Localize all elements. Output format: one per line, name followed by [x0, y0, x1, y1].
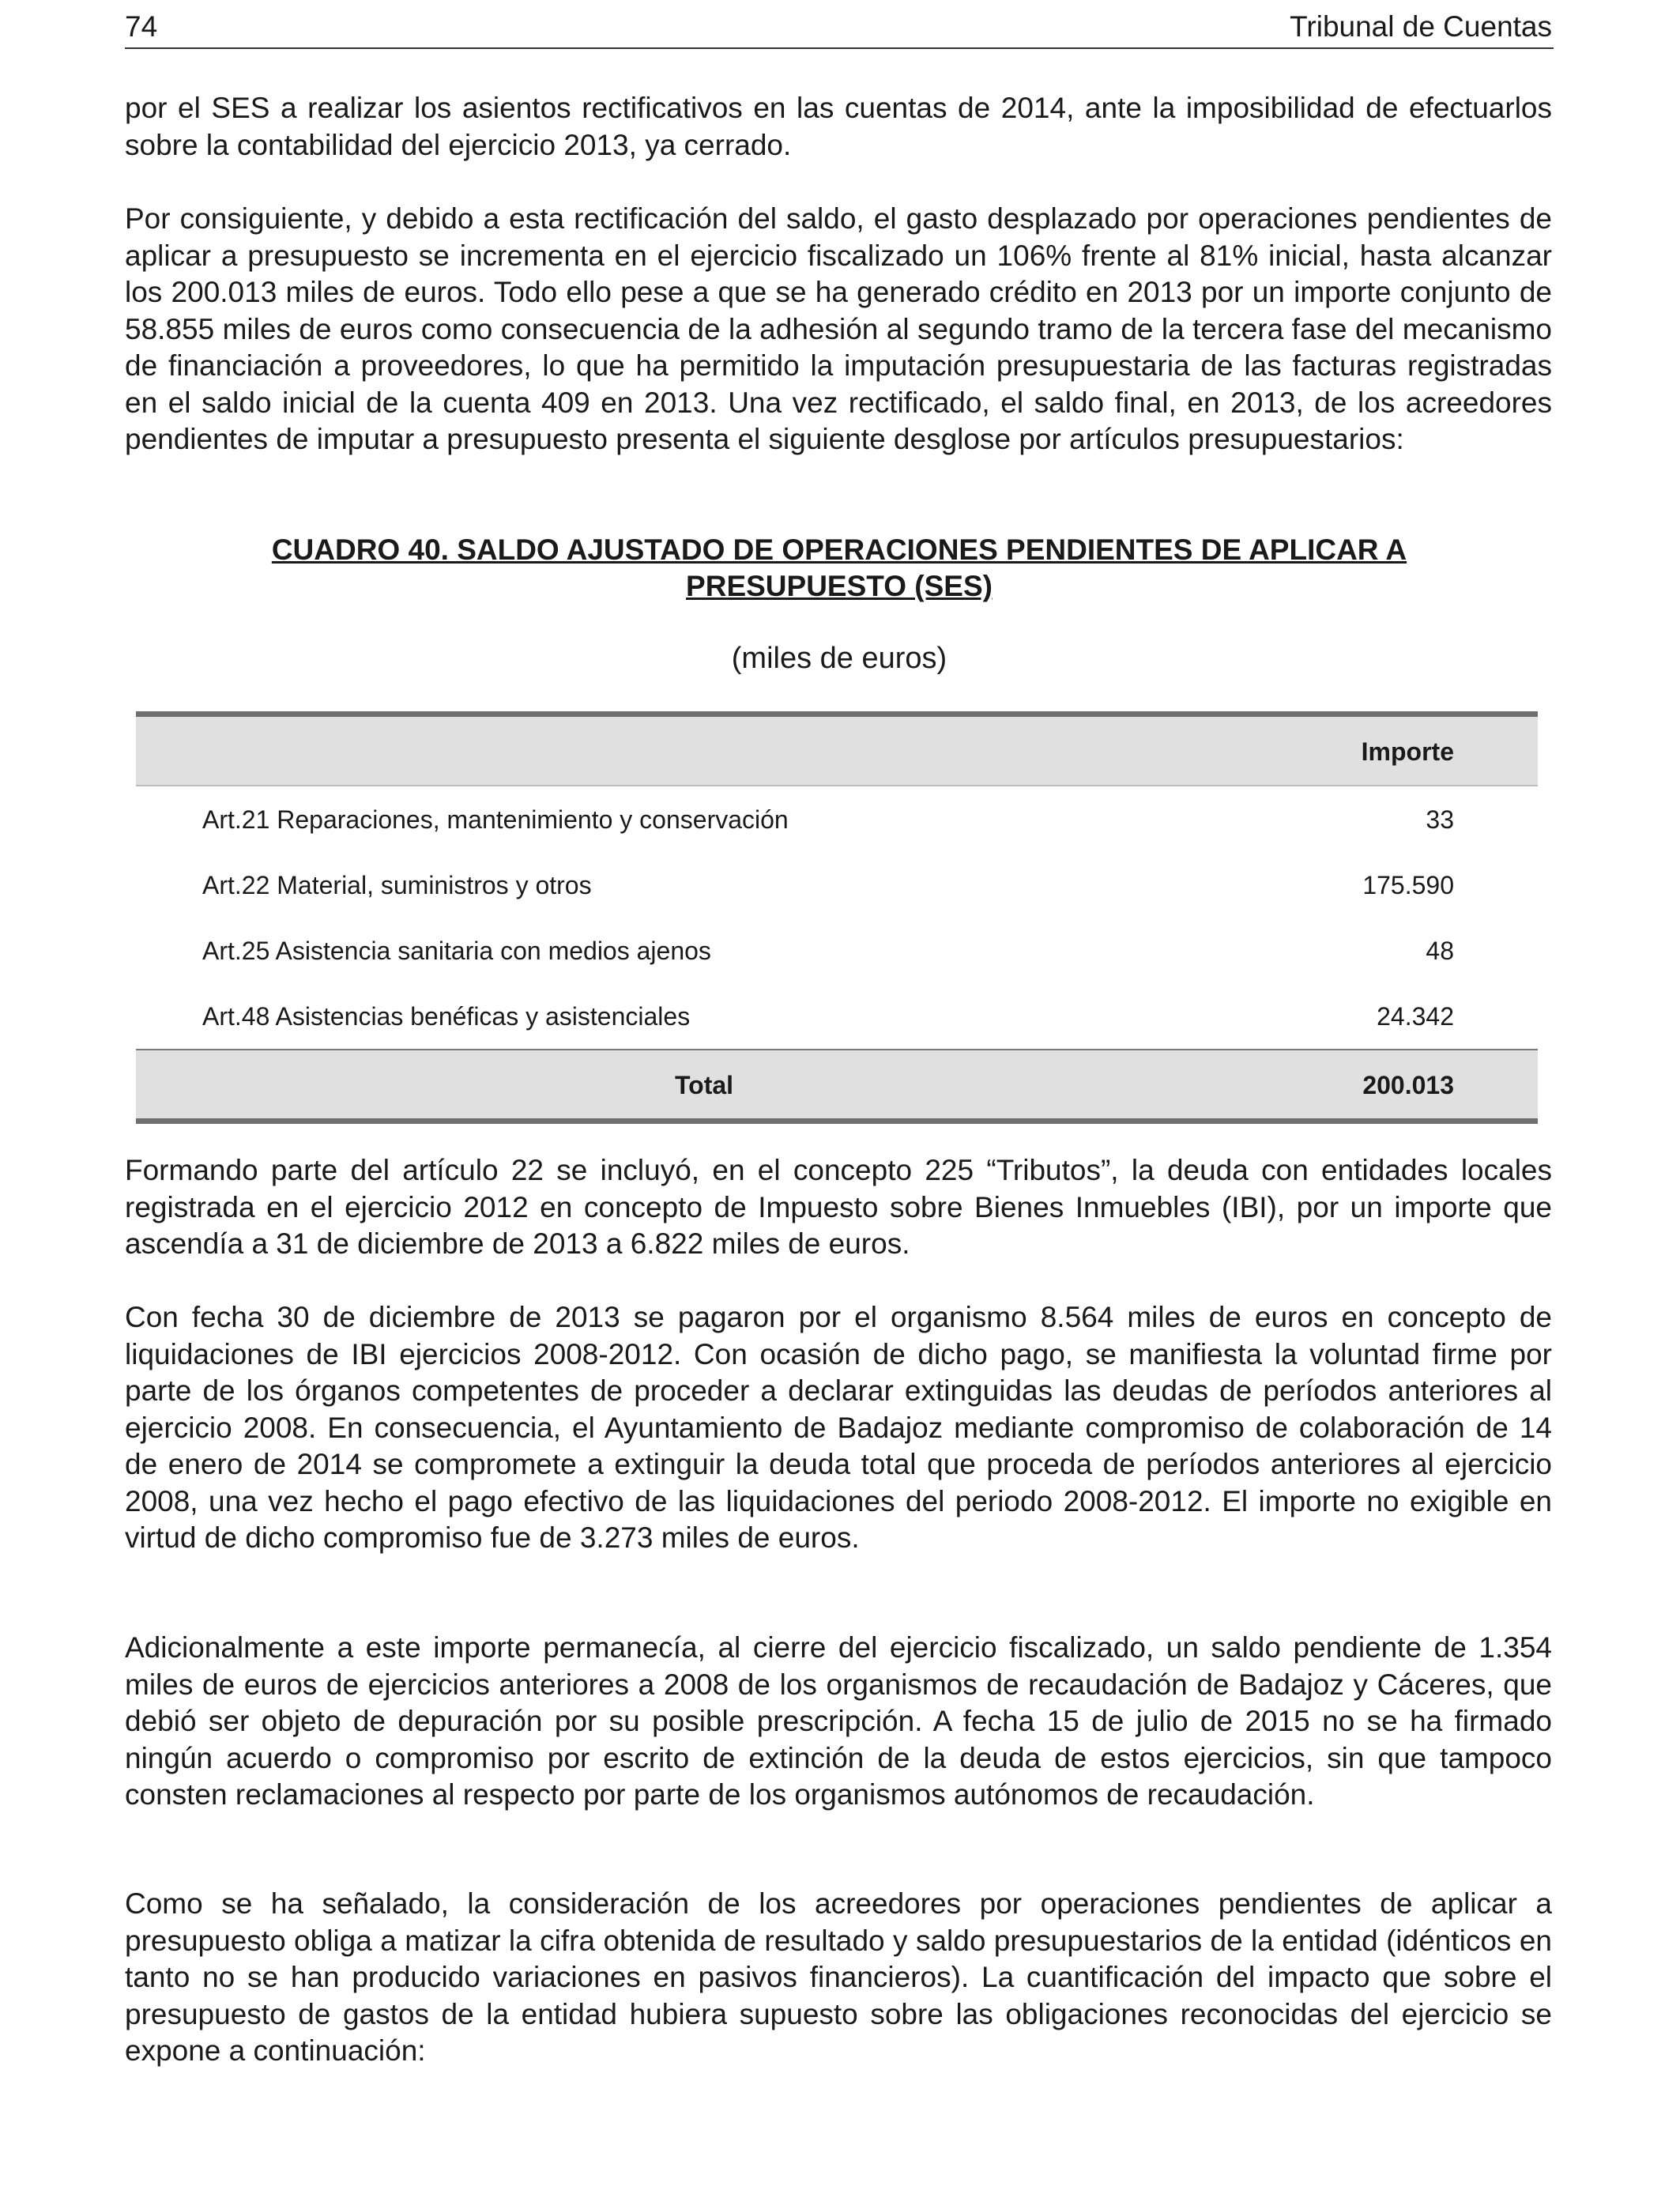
row-value: 48: [1426, 937, 1454, 965]
paragraph-5: Adicionalmente a este importe permanecía, al cierre del ejercicio fiscalizado, un saldo pendiente de 1.354 miles de euros de ejercicios anteriores a 2008 de los organismos de recaudación de Badajoz y Cáceres, que debió ser objeto de depuración por su posible prescripción. A fecha 15 de julio de 2015 no se ha firmado ningún acuerdo o compromiso por escrito de extinción de la deuda de estos ejercicios, sin que tampoco consten reclamaciones al respecto por parte de los organismos autónomos de recaudación.: [125, 1631, 1552, 1811]
paragraph-3: Formando parte del artículo 22 se incluyó, en el concepto 225 “Tributos”, la deuda con entidades locales registrada en el ejercicio 2012 en concepto de Impuesto sobre Bienes Inmuebles (IBI), por un importe que ascendía a 31 de diciembre de 2013 a 6.822 miles de euros.: [125, 1154, 1552, 1260]
column-header-importe: Importe: [1361, 737, 1454, 766]
table-title: [125, 532, 1554, 605]
table-header-row: [136, 717, 1538, 786]
row-value: 175.590: [1362, 871, 1454, 899]
table-row: [136, 983, 1538, 1049]
total-label: Total: [675, 1071, 734, 1099]
row-value: 24.342: [1377, 1002, 1454, 1031]
table-row: [136, 786, 1538, 852]
header-title: Tribunal de Cuentas: [1290, 10, 1552, 43]
table-row: [136, 852, 1538, 918]
table-units: (miles de euros): [731, 642, 947, 675]
paragraph-4: Con fecha 30 de diciembre de 2013 se pagaron por el organismo 8.564 miles de euros en concepto de liquidaciones de IBI ejercicios 2008-2012. Con ocasión de dicho pago, se manifiesta la voluntad firme por parte de los órganos competentes de proceder a declarar extinguidas las deudas de períodos anteriores al ejercicio 2008. En consecuencia, el Ayuntamiento de Badajoz mediante compromiso de colaboración de 14 de enero de 2014 se compromete a extinguir la deuda total que proceda de períodos anteriores al ejercicio 2008, una vez hecho el pago efectivo de las liquidaciones del periodo 2008-2012. El importe no exigible en virtud de dicho compromiso fue de 3.273 miles de euros.: [125, 1301, 1552, 1554]
paragraph-2: Por consiguiente, y debido a esta rectificación del saldo, el gasto desplazado por operaciones pendientes de aplicar a presupuesto se incrementa en el ejercicio fiscalizado un 106% frente al 81% inicial, hasta alcanzar los 200.013 miles de euros. Todo ello pese a que se ha generado crédito en 2013 por un importe conjunto de 58.855 miles de euros como consecuencia de la adhesión al segundo tramo de la tercera fase del mecanismo de financiación a proveedores, lo que ha permitido la imputación presupuestaria de las facturas registradas en el saldo inicial de la cuenta 409 en 2013. Una vez rectificado, el saldo final, en 2013, de los acreedores pendientes de imputar a presupuesto presenta el siguiente desglose por artículos presupuestarios:: [125, 202, 1552, 455]
row-label: Art.22 Material, suministros y otros: [202, 871, 592, 899]
data-table: [136, 711, 1538, 1124]
table-total-row: [136, 1049, 1538, 1124]
page-header: [125, 8, 1554, 49]
page-number: 74: [125, 10, 158, 43]
table-title-line-2: PRESUPUESTO (SES): [686, 570, 993, 602]
table-row: [136, 918, 1538, 983]
paragraph-6: Como se ha señalado, la consideración de los acreedores por operaciones pendientes de aplicar a presupuesto obliga a matizar la cifra obtenida de resultado y saldo presupuestarios de la entidad (idénticos en tanto no se han producido variaciones en pasivos financieros). La cuantificación del impacto que sobre el presupuesto de gastos de la entidad hubiera supuesto sobre las obligaciones reconocidas del ejercicio se expone a continuación:: [125, 1887, 1552, 2067]
row-label: Art.21 Reparaciones, mantenimiento y conservación: [202, 805, 789, 834]
row-label: Art.25 Asistencia sanitaria con medios ajenos: [202, 937, 711, 965]
paragraph-1: por el SES a realizar los asientos rectificativos en las cuentas de 2014, ante la imposibilidad de efectuarlos sobre la contabilidad del ejercicio 2013, ya cerrado.: [125, 92, 1552, 161]
row-value: 33: [1426, 805, 1454, 834]
table-title-line-1: CUADRO 40. SALDO AJUSTADO DE OPERACIONES PENDIENTES DE APLICAR A: [271, 533, 1407, 566]
total-value: 200.013: [1362, 1071, 1454, 1099]
row-label: Art.48 Asistencias benéficas y asistenciales: [202, 1002, 691, 1031]
